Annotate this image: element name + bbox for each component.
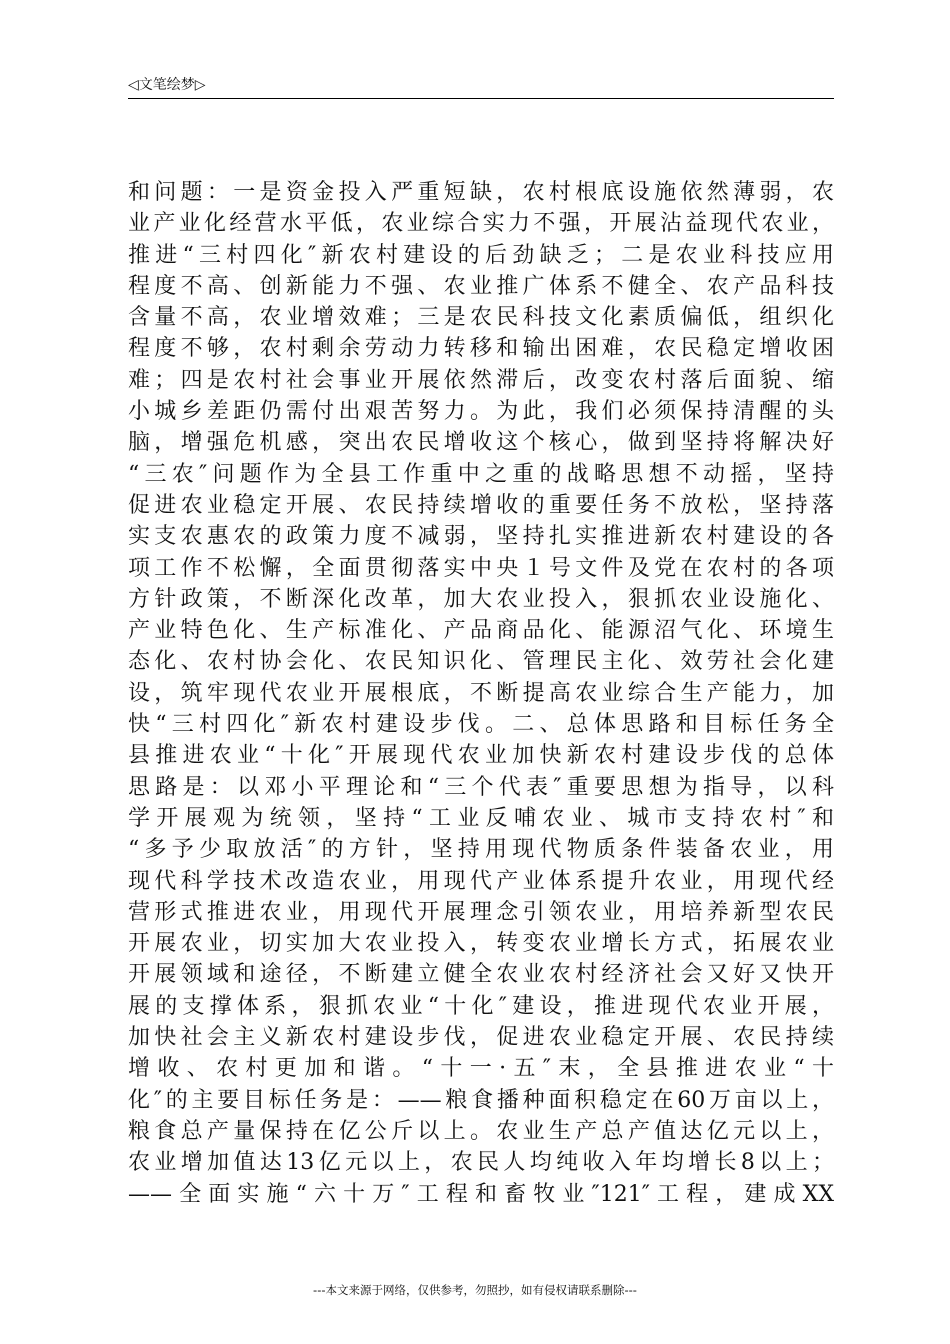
body-line: 业产业化经营水平低，农业综合实力不强，开展沾益现代农业，	[128, 211, 834, 237]
body-line: 粮食总产量保持在亿公斤以上。农业生产总产值达亿元以上，	[128, 1118, 834, 1144]
body-line: 脑，增强危机感，突出农民增收这个核心，做到坚持将解决好	[128, 430, 834, 456]
body-line: “多予少取放活″的方针，坚持用现代物质条件装备农业，用	[128, 837, 834, 863]
body-line: 设，筑牢现代农业开展根底，不断提高农业综合生产能力，加	[128, 680, 834, 706]
body-line: 加快社会主义新农村建设步伐，促进农业稳定开展、农民持续	[128, 1025, 834, 1051]
body-line: 项工作不松懈，全面贯彻落实中央１号文件及党在农村的各项	[128, 555, 834, 581]
body-line: 含量不高，农业增效难；三是农民科技文化素质偏低，组织化	[128, 305, 834, 331]
body-line: 难；四是农村社会事业开展依然滞后，改变农村落后面貌、缩	[128, 367, 834, 393]
page-header	[128, 74, 834, 99]
body-line: 农业增加值达13亿元以上，农民人均纯收入年均增长8以上；	[128, 1150, 834, 1176]
body-line: 开展农业，切实加大农业投入，转变农业增长方式，拓展农业	[128, 931, 834, 957]
body-line: 产业特色化、生产标准化、产品商品化、能源沼气化、环境生	[128, 618, 834, 644]
document-body	[128, 177, 834, 1210]
body-line: 程度不高、创新能力不强、农业推广体系不健全、农产品科技	[128, 273, 834, 299]
body-line: “三农″问题作为全县工作重中之重的战略思想不动摇，坚持	[128, 461, 834, 487]
body-line: 增收、农村更加和谐。“十一·五″末，全县推进农业“十	[128, 1056, 834, 1082]
body-line: ——全面实施“六十万″工程和畜牧业″121″工程，建成XX	[128, 1181, 834, 1207]
body-line: 现代科学技术改造农业，用现代产业体系提升农业，用现代经	[128, 868, 834, 894]
body-line: 方针政策，不断深化改革，加大农业投入，狠抓农业设施化、	[128, 586, 834, 612]
header-title: ◁文笔绘梦▷	[128, 77, 206, 93]
body-line: 展的支撑体系，狠抓农业“十化″建设，推进现代农业开展，	[128, 993, 834, 1019]
page-footer: ---本文来源于网络，仅供参考，勿照抄，如有侵权请联系删除---	[313, 1283, 637, 1297]
body-line: 开展领域和途径，不断建立健全农业农村经济社会又好又快开	[128, 962, 834, 988]
body-line: 思路是：以邓小平理论和“三个代表″重要思想为指导，以科	[128, 774, 834, 800]
body-line: 化″的主要目标任务是：——粮食播种面积稳定在60万亩以上，	[128, 1087, 834, 1113]
body-line: 营形式推进农业，用现代开展理念引领农业，用培养新型农民	[128, 899, 834, 925]
body-line: 县推进农业“十化″开展现代农业加快新农村建设步伐的总体	[128, 743, 834, 769]
body-line: 程度不够，农村剩余劳动力转移和输出困难，农民稳定增收困	[128, 336, 834, 362]
body-line: 实支农惠农的政策力度不减弱，坚持扎实推进新农村建设的各	[128, 524, 834, 550]
body-line: 推进“三村四化″新农村建设的后劲缺乏；二是农业科技应用	[128, 242, 834, 268]
body-line: 小城乡差距仍需付出艰苦努力。为此，我们必须保持清醒的头	[128, 399, 834, 425]
body-line: 态化、农村协会化、农民知识化、管理民主化、效劳社会化建	[128, 649, 834, 675]
body-line: 促进农业稳定开展、农民持续增收的重要任务不放松，坚持落	[128, 492, 834, 518]
body-line: 学开展观为统领，坚持“工业反哺农业、城市支持农村″和	[128, 805, 834, 831]
body-line: 和问题：一是资金投入严重短缺，农村根底设施依然薄弱，农	[128, 180, 834, 205]
body-line: 快“三村四化″新农村建设步伐。二、总体思路和目标任务全	[128, 712, 834, 738]
